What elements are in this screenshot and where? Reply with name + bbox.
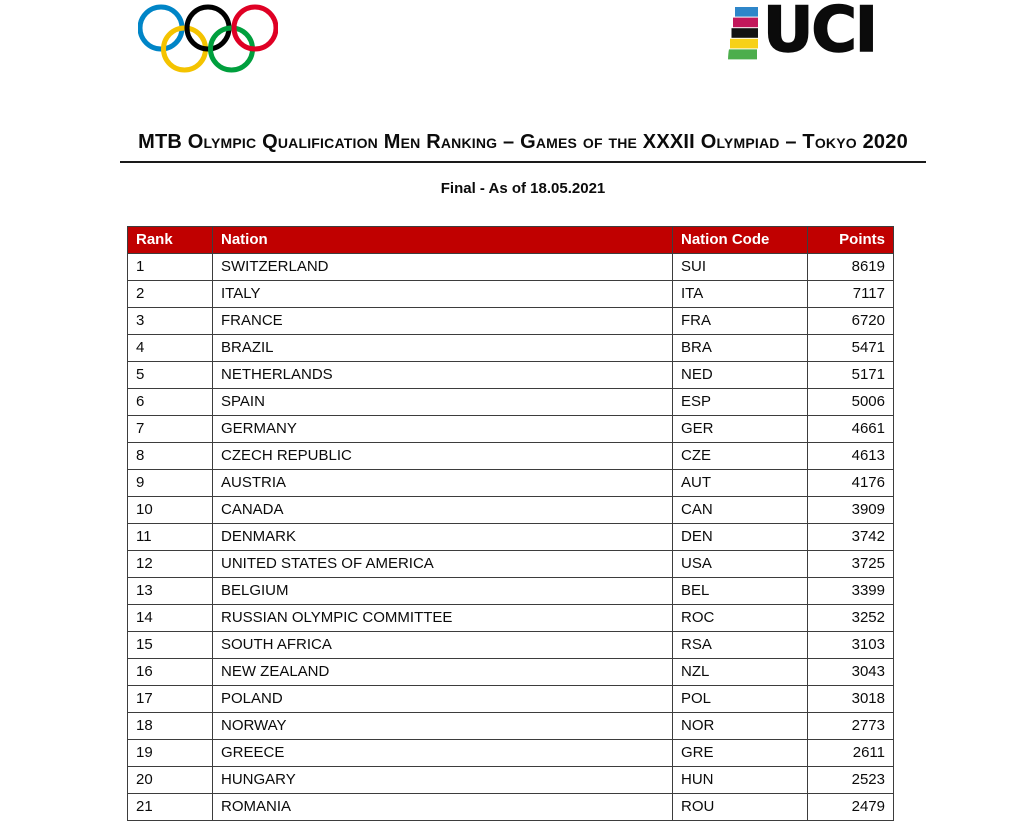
column-header-points: Points — [808, 227, 894, 254]
points-cell: 3018 — [808, 686, 894, 713]
nation-cell: UNITED STATES OF AMERICA — [213, 551, 673, 578]
rank-cell: 14 — [128, 605, 213, 632]
rank-cell: 9 — [128, 470, 213, 497]
points-cell: 3252 — [808, 605, 894, 632]
nation-cell: HUNGARY — [213, 767, 673, 794]
points-cell: 5471 — [808, 335, 894, 362]
table-body — [128, 254, 894, 821]
points-cell: 4613 — [808, 443, 894, 470]
points-cell: 3103 — [808, 632, 894, 659]
nation-cell: FRANCE — [213, 308, 673, 335]
nation-cell: CANADA — [213, 497, 673, 524]
rank-cell: 21 — [128, 794, 213, 821]
points-cell: 3909 — [808, 497, 894, 524]
table-row — [128, 389, 894, 416]
nation-code-cell: RSA — [673, 632, 808, 659]
points-cell: 2611 — [808, 740, 894, 767]
nation-cell: ITALY — [213, 281, 673, 308]
rank-cell: 8 — [128, 443, 213, 470]
points-cell: 2523 — [808, 767, 894, 794]
nation-cell: BELGIUM — [213, 578, 673, 605]
uci-rainbow-flag-icon — [728, 7, 758, 60]
points-cell: 2773 — [808, 713, 894, 740]
nation-code-cell: CAN — [673, 497, 808, 524]
nation-code-cell: CZE — [673, 443, 808, 470]
rank-cell: 12 — [128, 551, 213, 578]
nation-code-cell: DEN — [673, 524, 808, 551]
table-row — [128, 794, 894, 821]
nation-code-cell: NZL — [673, 659, 808, 686]
column-header-nation-code: Nation Code — [673, 227, 808, 254]
table-row — [128, 335, 894, 362]
table-row — [128, 254, 894, 281]
rank-cell: 15 — [128, 632, 213, 659]
rank-cell: 19 — [128, 740, 213, 767]
nation-code-cell: POL — [673, 686, 808, 713]
page-subtitle: Final - As of 18.05.2021 — [440, 180, 606, 197]
table-row — [128, 308, 894, 335]
nation-cell: RUSSIAN OLYMPIC COMMITTEE — [213, 605, 673, 632]
column-header-rank: Rank — [128, 227, 213, 254]
points-cell: 3399 — [808, 578, 894, 605]
nation-code-cell: BRA — [673, 335, 808, 362]
nation-code-cell: ESP — [673, 389, 808, 416]
table-row — [128, 443, 894, 470]
rank-cell: 1 — [128, 254, 213, 281]
table-row — [128, 713, 894, 740]
rank-cell: 16 — [128, 659, 213, 686]
nation-code-cell: NOR — [673, 713, 808, 740]
points-cell: 3043 — [808, 659, 894, 686]
nation-cell: GREECE — [213, 740, 673, 767]
rank-cell: 11 — [128, 524, 213, 551]
rank-cell: 10 — [128, 497, 213, 524]
nation-cell: AUSTRIA — [213, 470, 673, 497]
nation-cell: GERMANY — [213, 416, 673, 443]
table-row — [128, 497, 894, 524]
table-row — [128, 416, 894, 443]
rank-cell: 4 — [128, 335, 213, 362]
points-cell: 3742 — [808, 524, 894, 551]
points-cell: 8619 — [808, 254, 894, 281]
rank-cell: 20 — [128, 767, 213, 794]
rank-cell: 5 — [128, 362, 213, 389]
nation-cell: ROMANIA — [213, 794, 673, 821]
nation-code-cell: ITA — [673, 281, 808, 308]
uci-logo — [728, 0, 876, 66]
table-row — [128, 362, 894, 389]
nation-cell: SWITZERLAND — [213, 254, 673, 281]
nation-cell: NETHERLANDS — [213, 362, 673, 389]
points-cell: 4176 — [808, 470, 894, 497]
points-cell: 6720 — [808, 308, 894, 335]
rank-cell: 6 — [128, 389, 213, 416]
nation-code-cell: HUN — [673, 767, 808, 794]
nation-cell: DENMARK — [213, 524, 673, 551]
table-header-row — [128, 227, 894, 254]
nation-cell: SPAIN — [213, 389, 673, 416]
table-row — [128, 686, 894, 713]
nation-code-cell: GRE — [673, 740, 808, 767]
nation-code-cell: USA — [673, 551, 808, 578]
points-cell: 5171 — [808, 362, 894, 389]
olympic-rings-icon — [138, 2, 278, 74]
table-row — [128, 470, 894, 497]
nation-code-cell: ROU — [673, 794, 808, 821]
table-row — [128, 605, 894, 632]
points-cell: 7117 — [808, 281, 894, 308]
rank-cell: 13 — [128, 578, 213, 605]
nation-cell: BRAZIL — [213, 335, 673, 362]
nation-code-cell: NED — [673, 362, 808, 389]
rank-cell: 7 — [128, 416, 213, 443]
nation-code-cell: ROC — [673, 605, 808, 632]
points-cell: 3725 — [808, 551, 894, 578]
title-block — [120, 131, 926, 163]
nation-code-cell: SUI — [673, 254, 808, 281]
points-cell: 4661 — [808, 416, 894, 443]
nation-code-cell: AUT — [673, 470, 808, 497]
nation-cell: CZECH REPUBLIC — [213, 443, 673, 470]
nation-cell: NEW ZEALAND — [213, 659, 673, 686]
rank-cell: 18 — [128, 713, 213, 740]
table-row — [128, 578, 894, 605]
points-cell: 2479 — [808, 794, 894, 821]
uci-wordmark: UCI — [763, 0, 876, 66]
points-cell: 5006 — [808, 389, 894, 416]
ranking-table — [127, 226, 894, 821]
table-row — [128, 740, 894, 767]
table-row — [128, 281, 894, 308]
nation-code-cell: FRA — [673, 308, 808, 335]
table-row — [128, 632, 894, 659]
rank-cell: 2 — [128, 281, 213, 308]
rank-cell: 3 — [128, 308, 213, 335]
column-header-nation: Nation — [213, 227, 673, 254]
nation-cell: POLAND — [213, 686, 673, 713]
table-row — [128, 767, 894, 794]
page-title: MTB Olympic Qualification Men Ranking – Games of the XXXII Olympiad – Tokyo 2020 — [138, 131, 908, 153]
nation-cell: NORWAY — [213, 713, 673, 740]
table-row — [128, 659, 894, 686]
table-row — [128, 524, 894, 551]
table-row — [128, 551, 894, 578]
nation-code-cell: GER — [673, 416, 808, 443]
nation-code-cell: BEL — [673, 578, 808, 605]
rank-cell: 17 — [128, 686, 213, 713]
nation-cell: SOUTH AFRICA — [213, 632, 673, 659]
